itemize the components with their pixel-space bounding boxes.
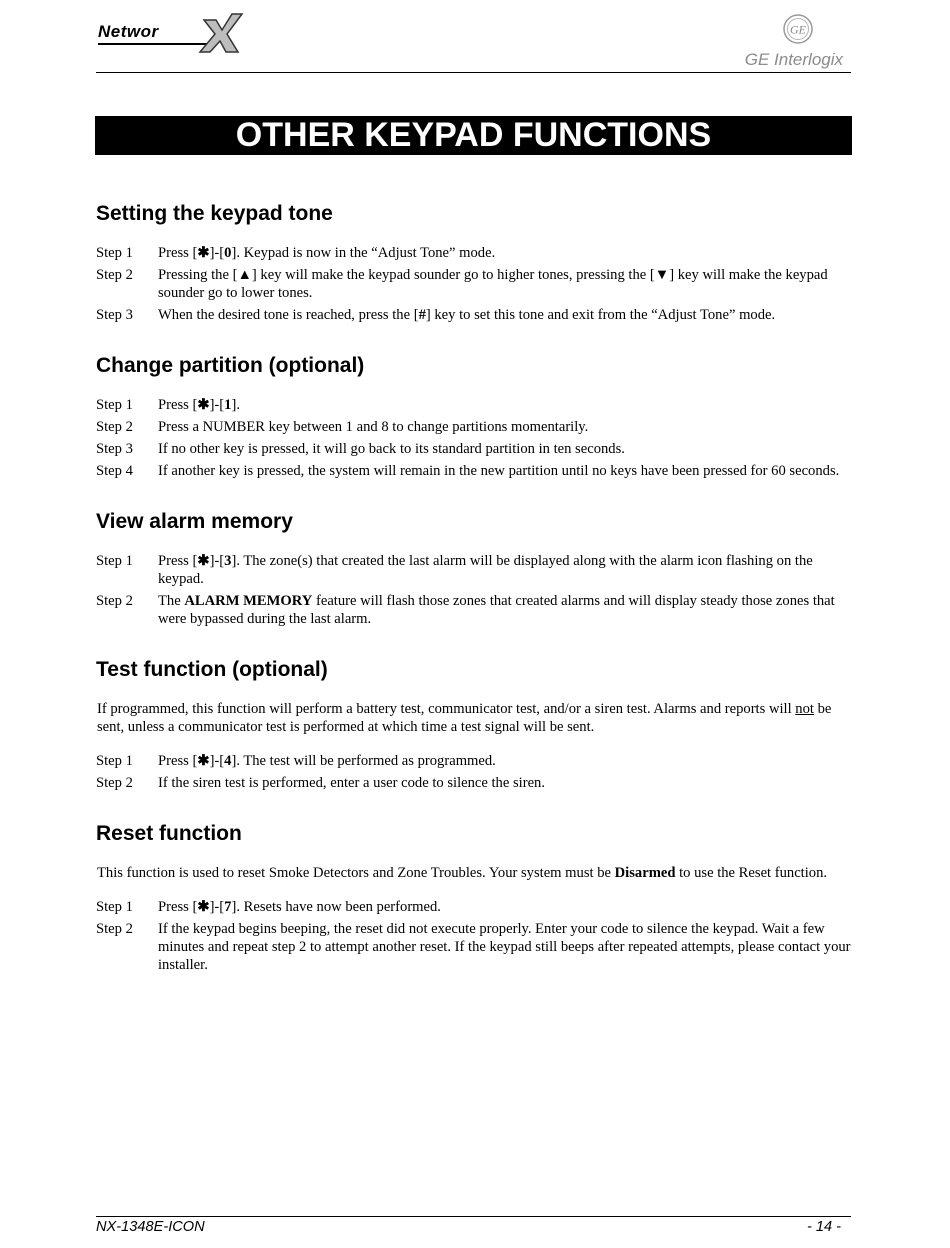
step-label: Step 2: [96, 419, 133, 435]
document-id: NX-1348E-ICON: [96, 1219, 205, 1235]
emphasis-not: not: [795, 701, 814, 717]
step-text: Press a NUMBER key between 1 and 8 to change partitions momentarily.: [158, 419, 589, 435]
key-label: 3: [224, 553, 232, 569]
step-label: Step 4: [96, 463, 133, 479]
step-text: When the desired tone is reached, press the [#] key to set this tone and exit from the “Adjust Tone” mode.: [158, 307, 776, 323]
step-row: [96, 752, 852, 770]
section-keypad-tone: [96, 200, 852, 324]
star-key-symbol: ✱: [197, 245, 210, 261]
step-label: Step 2: [96, 593, 133, 609]
step-row: [96, 244, 852, 262]
step-text: If the keypad begins beeping, the reset did not execute properly. Enter your code to silence the keypad. Wait a few minutes and repeat step 2 to attempt another reset. If the keypad still beeps after repeated attempts, please contact your installer.: [158, 921, 851, 973]
step-text: If the siren test is performed, enter a user code to silence the siren.: [158, 775, 545, 791]
step-row: [96, 418, 852, 436]
step-row: [96, 440, 852, 458]
step-label: Step 1: [96, 753, 133, 769]
step-label: Step 3: [96, 307, 133, 323]
step-text: If another key is pressed, the system will remain in the new partition until no keys have been pressed for 60 seconds.: [158, 463, 840, 479]
ge-monogram-icon: [783, 14, 813, 44]
step-text: Press [✱]-[4]. The test will be performed as programmed.: [158, 753, 496, 769]
brand-text: GE Interlogix: [744, 50, 843, 69]
step-row: [96, 396, 852, 414]
section-alarm-memory: [96, 508, 852, 628]
step-text: Press [✱]-[1].: [158, 397, 240, 413]
key-label: 4: [224, 753, 232, 769]
step-row: [96, 592, 852, 628]
section-heading: View alarm memory: [96, 510, 293, 533]
star-key-symbol: ✱: [197, 899, 210, 915]
step-row: [96, 920, 852, 974]
ge-interlogix-logo: [733, 12, 843, 70]
star-key-symbol: ✱: [197, 753, 210, 769]
down-arrow-key-symbol: ▼: [654, 267, 670, 283]
step-label: Step 2: [96, 267, 133, 283]
step-text: Pressing the [▲] key will make the keypad sounder go to higher tones, pressing the [▼] key will make the keypad sounder go to lower tones.: [158, 267, 828, 301]
section-heading: Setting the keypad tone: [96, 202, 333, 225]
up-arrow-key-symbol: ▲: [237, 267, 252, 283]
step-label: Step 2: [96, 775, 133, 791]
disarmed-term: Disarmed: [614, 865, 676, 881]
step-label: Step 2: [96, 921, 133, 937]
step-label: Step 1: [96, 397, 133, 413]
step-text: If no other key is pressed, it will go back to its standard partition in ten seconds.: [158, 441, 625, 457]
key-label: 0: [224, 245, 232, 261]
step-text: Press [✱]-[3]. The zone(s) that created the last alarm will be displayed along with the alarm icon flashing on the keypad.: [158, 553, 813, 587]
page-title: OTHER KEYPAD FUNCTIONS: [95, 116, 852, 155]
step-label: Step 1: [96, 245, 133, 261]
alarm-memory-term: ALARM MEMORY: [184, 593, 313, 609]
section-intro: If programmed, this function will perform a battery test, communicator test, and/or a siren test. Alarms and reports will not be sent, unless a communicator test is performed at which time a test signal will be sent.: [97, 701, 832, 735]
step-text: Press [✱]-[7]. Resets have now been performed.: [158, 899, 441, 915]
section-test-function: [96, 656, 852, 792]
page-footer: [96, 1216, 851, 1235]
step-text: The ALARM MEMORY feature will flash those zones that created alarms and will display steady those zones that were bypassed during the last alarm.: [158, 593, 835, 627]
step-row: [96, 552, 852, 588]
step-label: Step 1: [96, 553, 133, 569]
section-heading: Change partition (optional): [96, 354, 365, 377]
key-label: 7: [224, 899, 232, 915]
step-row: [96, 774, 852, 792]
key-label: 1: [224, 397, 232, 413]
section-reset-function: [96, 820, 852, 974]
page-number: - 14 -: [806, 1219, 841, 1235]
section-heading: Test function (optional): [96, 658, 328, 681]
section-change-partition: [96, 352, 852, 480]
ge-monogram-text: GE: [790, 22, 806, 37]
star-key-symbol: ✱: [197, 397, 210, 413]
networx-logo: [98, 10, 248, 54]
page-header: [96, 6, 851, 73]
section-intro: This function is used to reset Smoke Detectors and Zone Troubles. Your system must be Disarmed to use the Reset function.: [97, 865, 828, 881]
step-label: Step 3: [96, 441, 133, 457]
networx-logo-text: Networ: [98, 22, 159, 41]
step-row: [96, 898, 852, 916]
step-row: [96, 266, 852, 302]
star-key-symbol: ✱: [197, 553, 210, 569]
document-body: [96, 200, 852, 1002]
step-text: Press [✱]-[0]. Keypad is now in the “Adjust Tone” mode.: [158, 245, 496, 261]
section-heading: Reset function: [96, 822, 242, 845]
step-row: [96, 306, 852, 324]
networx-x-icon: [198, 10, 248, 54]
hash-key-symbol: #: [418, 307, 426, 323]
step-label: Step 1: [96, 899, 133, 915]
logo-underline: [98, 43, 208, 45]
step-row: [96, 462, 852, 480]
